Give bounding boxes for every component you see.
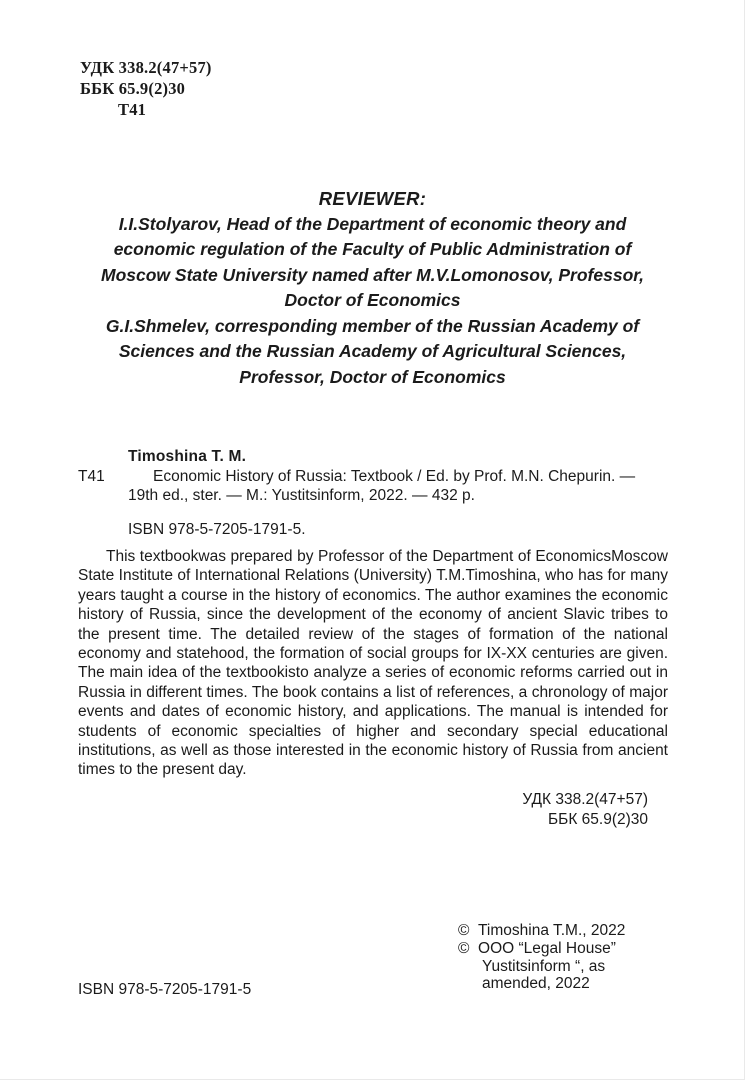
copyright-block — [458, 922, 625, 993]
bbk-code: ББК 65.9(2)30 — [80, 79, 186, 98]
copyright-publisher-line-cont: Yustitsinform “, as — [482, 957, 606, 975]
author-name: Timoshina T. M. — [128, 448, 247, 465]
catalog-index: Т41 — [78, 467, 105, 485]
author-sign-code: Т41 — [118, 100, 147, 119]
bibliographic-entry-row — [78, 467, 668, 506]
copyright-publisher-line-end: amended, 2022 — [482, 975, 590, 993]
copyright-author-line: © Timoshina T.M., 2022 — [458, 922, 626, 939]
reviewer-section — [82, 186, 663, 390]
catalog-card — [78, 447, 668, 831]
reviewer-entry-stolyarov: I.I.Stolyarov, Head of the Department of economic theory and economic regulation of the Faculty of Public Administration of Moscow State University named after M.V.Lomonosov, Professor, Doctor of Economics — [101, 213, 644, 310]
isbn-footer: ISBN 978-5-7205-1791-5 — [78, 981, 252, 998]
annotation-text: This textbookwas prepared by Professor of the Department of EconomicsMoscow State Institute of International Relations (University) T.M.Timoshina, who has for many years taught a course in the history of economics. The author examines the economic history of Russia, since the development of the economy of ancient Slavic tribes to the present time. The detailed review of the stages of formation of the national economy and statehood, the formation of social groups for IX-XX centuries are given. The main idea of the textbookisto analyze a series of economic reforms carried out in Russia in different times. The book contains a list of references, a chronology of major events and dates of economic history, and applications. The manual is intended for students of economic specialties of higher and secondary special educational institutions, as well as those interested in the economic history of Russia from ancient times to the present day. — [78, 548, 668, 779]
bibliographic-entry: Economic History of Russia: Textbook / Ed. by Prof. M.N. Chepurin. — 19th ed., ster. — M.: Yustitsinform, 2022. — 432 p. — [128, 467, 636, 504]
copyright-publisher-line: © OOO “Legal House” — [458, 939, 616, 957]
reviewer-heading: REVIEWER: — [318, 188, 427, 209]
classification-codes-top — [80, 57, 212, 120]
bbk-code-right: ББК 65.9(2)30 — [547, 811, 648, 829]
classification-codes-right — [78, 790, 668, 831]
udk-code-right: УДК 338.2(47+57) — [522, 790, 648, 808]
reviewer-entry-shmelev: G.I.Shmelev, corresponding member of the Russian Academy of Sciences and the Russian Academy of Agricultural Sciences, Professor, Doctor of Economics — [105, 315, 640, 387]
isbn-line: ISBN 978-5-7205-1791-5. — [128, 520, 306, 538]
udk-code: УДК 338.2(47+57) — [80, 58, 212, 77]
